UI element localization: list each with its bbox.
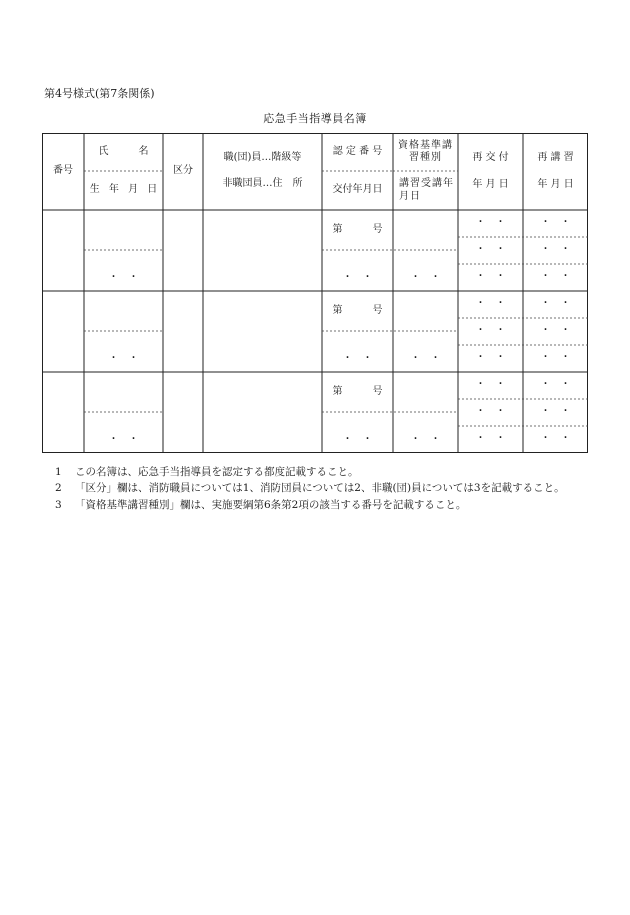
header-number: 番号: [53, 165, 73, 177]
table-row-1-reissue-2[interactable]: ・ ・: [475, 244, 506, 256]
table-row-3-issue-date[interactable]: ・ ・: [342, 434, 373, 446]
document-title: 応急手当指導員名簿: [263, 112, 367, 125]
header-birthdate: 生 年 月 日: [89, 184, 158, 196]
table-row-2-reissue-3[interactable]: ・ ・: [475, 352, 506, 364]
header-qualification-course: [393, 133, 458, 171]
note-item-1: [55, 464, 595, 480]
table-row-1-reissue-1[interactable]: ・ ・: [475, 217, 506, 229]
table-row-1-reissue-3[interactable]: ・ ・: [475, 271, 506, 283]
table-row-1-course-date[interactable]: ・ ・: [410, 272, 441, 284]
table-row-3-relecture-2[interactable]: ・ ・: [540, 406, 571, 418]
table-row-1-relecture-1[interactable]: ・ ・: [540, 217, 571, 229]
table-row-3-reissue-1[interactable]: ・ ・: [475, 379, 506, 391]
table-row-2-reissue-2[interactable]: ・ ・: [475, 325, 506, 337]
table-row-2-relecture-3[interactable]: ・ ・: [540, 352, 571, 364]
table-row-1-relecture-2[interactable]: ・ ・: [540, 244, 571, 256]
table-row-3-cert-number[interactable]: 第 号: [332, 385, 383, 397]
table-row-1-relecture-3[interactable]: ・ ・: [540, 271, 571, 283]
header-name: 氏 名: [98, 145, 149, 157]
note-text: 「区分」欄は、消防職員については1、消防団員については2、非職(団)員については3を記載すること。: [75, 482, 565, 495]
table-row-2-relecture-2[interactable]: ・ ・: [540, 325, 571, 337]
header-issue-date: 交付年月日: [332, 184, 383, 196]
header-reissue: [458, 133, 523, 210]
note-number: 1: [55, 466, 62, 478]
header-category: 区分: [173, 165, 193, 177]
table-row-2-course-date[interactable]: ・ ・: [410, 353, 441, 365]
instructor-register-table: [42, 133, 588, 453]
note-item-2: [55, 480, 595, 496]
table-row-2-issue-date[interactable]: ・ ・: [342, 353, 373, 365]
note-number: 2: [55, 482, 62, 495]
header-reissue-date: 年 月 日: [472, 178, 509, 190]
note-item-3: [55, 497, 595, 513]
table-row-3-course-date[interactable]: ・ ・: [410, 434, 441, 446]
header-relecture-date: 年 月 日: [537, 178, 574, 190]
table-row-1-cert-number[interactable]: 第 号: [332, 223, 383, 235]
table-row-1-birthdate[interactable]: ・ ・: [108, 272, 139, 284]
table-row-2-cert-number[interactable]: 第 号: [332, 304, 383, 316]
form-number-label: 第4号様式(第7条関係): [44, 87, 155, 100]
header-course-attendance-date-text: 講習受講年月日: [399, 178, 454, 202]
notes-section: [55, 464, 595, 513]
table-row-2-relecture-1[interactable]: ・ ・: [540, 298, 571, 310]
note-number: 3: [55, 498, 62, 511]
table-row-3-reissue-2[interactable]: ・ ・: [475, 406, 506, 418]
table-row-3-reissue-3[interactable]: ・ ・: [475, 433, 506, 445]
table-row-2-reissue-1[interactable]: ・ ・: [475, 298, 506, 310]
header-relecture: [523, 133, 588, 210]
header-reissue-label: 再 交 付: [472, 152, 509, 163]
header-affiliation-address: 非職団員…住 所: [222, 177, 303, 189]
header-qualification-course-text: 資格基準講習種別: [398, 139, 453, 163]
note-text: 「資格基準講習種別」欄は、実施要綱第6条第2項の該当する番号を記載すること。: [75, 498, 467, 511]
table-row-3-relecture-1[interactable]: ・ ・: [540, 379, 571, 391]
header-relecture-label: 再 講 習: [537, 152, 574, 163]
header-affiliation-rank: 職(団)員…階級等: [223, 151, 302, 163]
table-row-3-relecture-3[interactable]: ・ ・: [540, 433, 571, 445]
table-row-2-birthdate[interactable]: ・ ・: [108, 353, 139, 365]
table-row-3-birthdate[interactable]: ・ ・: [108, 434, 139, 446]
header-certification-number: 認 定 番 号: [332, 145, 383, 157]
header-course-attendance-date: [393, 171, 458, 210]
note-text: この名簿は、応急手当指導員を認定する都度記載すること。: [75, 466, 359, 478]
table-row-1-issue-date[interactable]: ・ ・: [342, 272, 373, 284]
